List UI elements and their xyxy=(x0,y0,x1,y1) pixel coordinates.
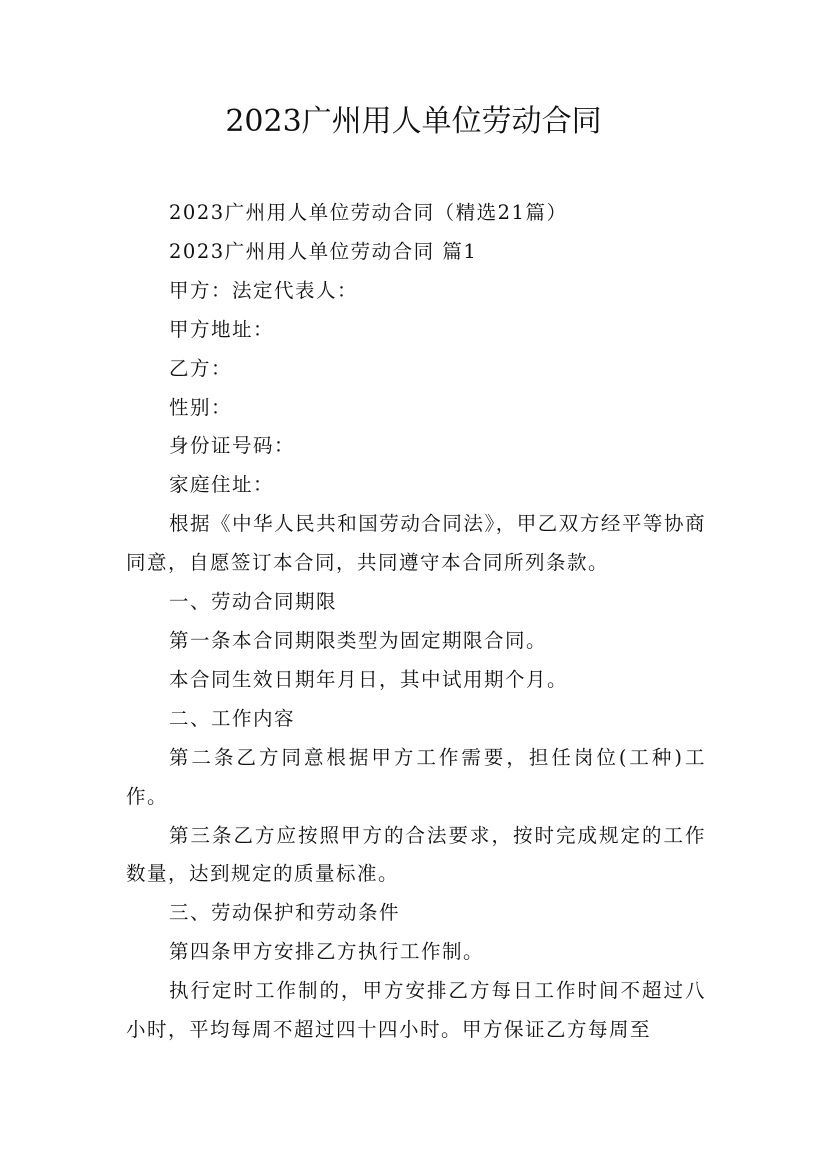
paragraph-article-1: 第一条本合同期限类型为固定期限合同。 xyxy=(169,628,548,652)
paragraph-gender: 性别： xyxy=(169,395,233,419)
paragraph-home-address: 家庭住址： xyxy=(169,473,275,497)
paragraph-section-heading: 2023广州用人单位劳动合同 篇1 xyxy=(169,239,478,263)
paragraph-heading-term: 一、劳动合同期限 xyxy=(169,590,338,614)
paragraph-article-4: 第四条甲方安排乙方执行工作制。 xyxy=(169,940,485,964)
paragraph-heading-work-content: 二、工作内容 xyxy=(169,706,296,730)
paragraph-id-number: 身份证号码： xyxy=(169,434,296,458)
paragraph-party-b: 乙方： xyxy=(169,356,233,380)
document-body xyxy=(126,194,706,1050)
paragraph-subtitle: 2023广州用人单位劳动合同（精选21篇） xyxy=(169,201,568,224)
paragraph-article-3: 第三条乙方应按照甲方的合法要求，按时完成规定的工作数量，达到规定的质量标准。 xyxy=(126,823,706,886)
paragraph-heading-protection: 三、劳动保护和劳动条件 xyxy=(169,901,401,925)
paragraph-party-a-address: 甲方地址： xyxy=(169,317,275,341)
paragraph-working-hours: 执行定时工作制的，甲方安排乙方每日工作时间不超过八小时，平均每周不超过四十四小时。甲方保证乙方每周至 xyxy=(126,979,706,1042)
document-title: 2023广州用人单位劳动合同 xyxy=(225,104,602,139)
paragraph-party-a: 甲方：法定代表人： xyxy=(169,278,359,302)
paragraph-preamble: 根据《中华人民共和国劳动合同法》，甲乙双方经平等协商同意，自愿签订本合同，共同遵守本合同所列条款。 xyxy=(126,512,706,575)
paragraph-article-2: 第二条乙方同意根据甲方工作需要，担任岗位(工种)工作。 xyxy=(126,745,706,808)
paragraph-effective-date: 本合同生效日期年月日，其中试用期个月。 xyxy=(169,667,569,691)
